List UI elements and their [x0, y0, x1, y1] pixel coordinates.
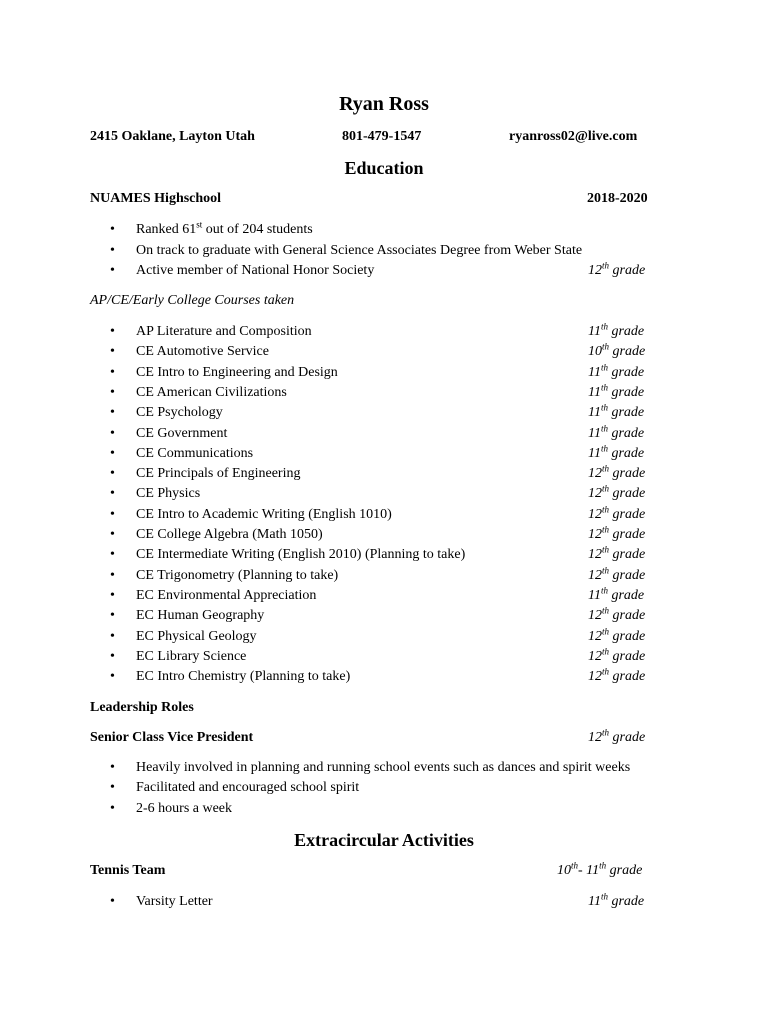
course-name: EC Library Science [136, 649, 247, 664]
grade-label: 12th grade [588, 260, 646, 278]
course-name: CE Physics [136, 486, 201, 501]
bullet-icon: • [110, 608, 115, 623]
bullet-icon: • [110, 629, 115, 644]
leadership-role: Senior Class Vice President [90, 730, 254, 745]
list-item: • Ranked 61st out of 204 students [110, 219, 313, 237]
list-item: • Varsity Letter [110, 894, 213, 909]
grade-label: 12th grade [588, 524, 646, 542]
contact-address: 2415 Oaklane, Layton Utah [90, 129, 255, 144]
section-title-education: Education [344, 158, 424, 178]
course-item [110, 504, 670, 527]
course-item [110, 585, 670, 608]
course-item [110, 483, 670, 506]
course-item [110, 544, 670, 567]
bullet-icon: • [110, 547, 115, 562]
bullet-icon: • [110, 527, 115, 542]
courses-title: AP/CE/Early College Courses taken [90, 293, 295, 308]
course-name: EC Environmental Appreciation [136, 588, 317, 603]
course-item [110, 341, 670, 364]
course-name: EC Physical Geology [136, 629, 257, 644]
course-name: EC Human Geography [136, 608, 265, 623]
list-item: • Active member of National Honor Society [110, 263, 375, 278]
grade-label: 12th grade [588, 463, 646, 481]
list-item: • 2-6 hours a week [110, 801, 233, 816]
course-item [110, 565, 670, 588]
course-item [110, 524, 670, 547]
course-name: EC Intro Chemistry (Planning to take) [136, 669, 351, 684]
bullet-icon: • [110, 344, 115, 359]
course-item [110, 646, 670, 669]
course-name: CE Intro to Academic Writing (English 1010) [136, 507, 392, 522]
grade-label: 10th grade [588, 341, 646, 359]
bullet-icon: • [110, 588, 115, 603]
bullet-icon: • [110, 466, 115, 481]
course-item [110, 666, 670, 689]
course-name: AP Literature and Composition [136, 324, 312, 339]
course-name: CE Intermediate Writing (English 2010) (Planning to take) [136, 547, 466, 562]
school-years: 2018-2020 [587, 191, 648, 206]
course-item [110, 382, 670, 405]
grade-label: 12th grade [588, 504, 646, 522]
resume-name: Ryan Ross [339, 93, 429, 115]
school-name: NUAMES Highschool [90, 191, 222, 206]
grade-label: 11th grade [588, 321, 645, 339]
grade-label: 12th grade [588, 544, 646, 562]
grade-range-label: 10th- 11th grade [557, 860, 643, 878]
bullet-icon: • [110, 801, 115, 816]
list-item: • Heavily involved in planning and running school events such as dances and spirit weeks [110, 760, 631, 775]
bullet-icon: • [110, 568, 115, 583]
course-item [110, 423, 670, 446]
contact-email: ryanross02@live.com [509, 129, 638, 144]
bullet-icon: • [110, 760, 115, 775]
course-name: CE Government [136, 426, 228, 441]
grade-label: 11th grade [588, 402, 645, 420]
bullet-icon: • [110, 405, 115, 420]
grade-label: 12th grade [588, 666, 646, 684]
course-item [110, 626, 670, 649]
bullet-icon: • [110, 649, 115, 664]
section-title-extracurricular: Extracircular Activities [294, 830, 474, 850]
grade-label: 12th grade [588, 626, 646, 644]
bullet-icon: • [110, 385, 115, 400]
grade-label: 12th grade [588, 565, 646, 583]
list-item: • Facilitated and encouraged school spirit [110, 780, 360, 795]
course-item [110, 605, 670, 628]
course-name: CE Trigonometry (Planning to take) [136, 568, 339, 583]
course-name: CE Communications [136, 446, 254, 461]
bullet-icon: • [110, 446, 115, 461]
course-name: CE Principals of Engineering [136, 466, 301, 481]
bullet-icon: • [110, 669, 115, 684]
bullet-icon: • [110, 894, 115, 909]
course-name: CE Psychology [136, 405, 223, 420]
grade-label: 12th grade [588, 605, 646, 623]
grade-label: 12th grade [588, 727, 646, 745]
course-name: CE American Civilizations [136, 385, 287, 400]
course-item [110, 362, 670, 385]
bullet-icon: • [110, 324, 115, 339]
bullet-icon: • [110, 486, 115, 501]
grade-label: 12th grade [588, 483, 646, 501]
grade-label: 12th grade [588, 646, 646, 664]
bullet-icon: • [110, 263, 115, 278]
activity-name: Tennis Team [90, 863, 166, 878]
course-name: CE Intro to Engineering and Design [136, 365, 338, 380]
course-name: CE College Algebra (Math 1050) [136, 527, 323, 542]
course-item [110, 463, 670, 486]
course-item [110, 402, 670, 425]
grade-label: 11th grade [588, 362, 645, 380]
grade-label: 11th grade [588, 382, 645, 400]
list-item: • On track to graduate with General Science Associates Degree from Weber State [110, 243, 583, 258]
bullet-icon: • [110, 222, 115, 237]
leadership-title: Leadership Roles [90, 700, 194, 715]
bullet-icon: • [110, 365, 115, 380]
course-name: CE Automotive Service [136, 344, 269, 359]
bullet-icon: • [110, 426, 115, 441]
course-item [110, 321, 670, 344]
bullet-icon: • [110, 780, 115, 795]
grade-label: 11th grade [588, 423, 645, 441]
bullet-icon: • [110, 243, 115, 258]
grade-label: 11th grade [588, 585, 645, 603]
bullet-icon: • [110, 507, 115, 522]
grade-label: 11th grade [588, 443, 645, 461]
contact-phone: 801-479-1547 [342, 129, 422, 144]
course-item [110, 443, 670, 466]
grade-label: 11th grade [588, 891, 645, 909]
